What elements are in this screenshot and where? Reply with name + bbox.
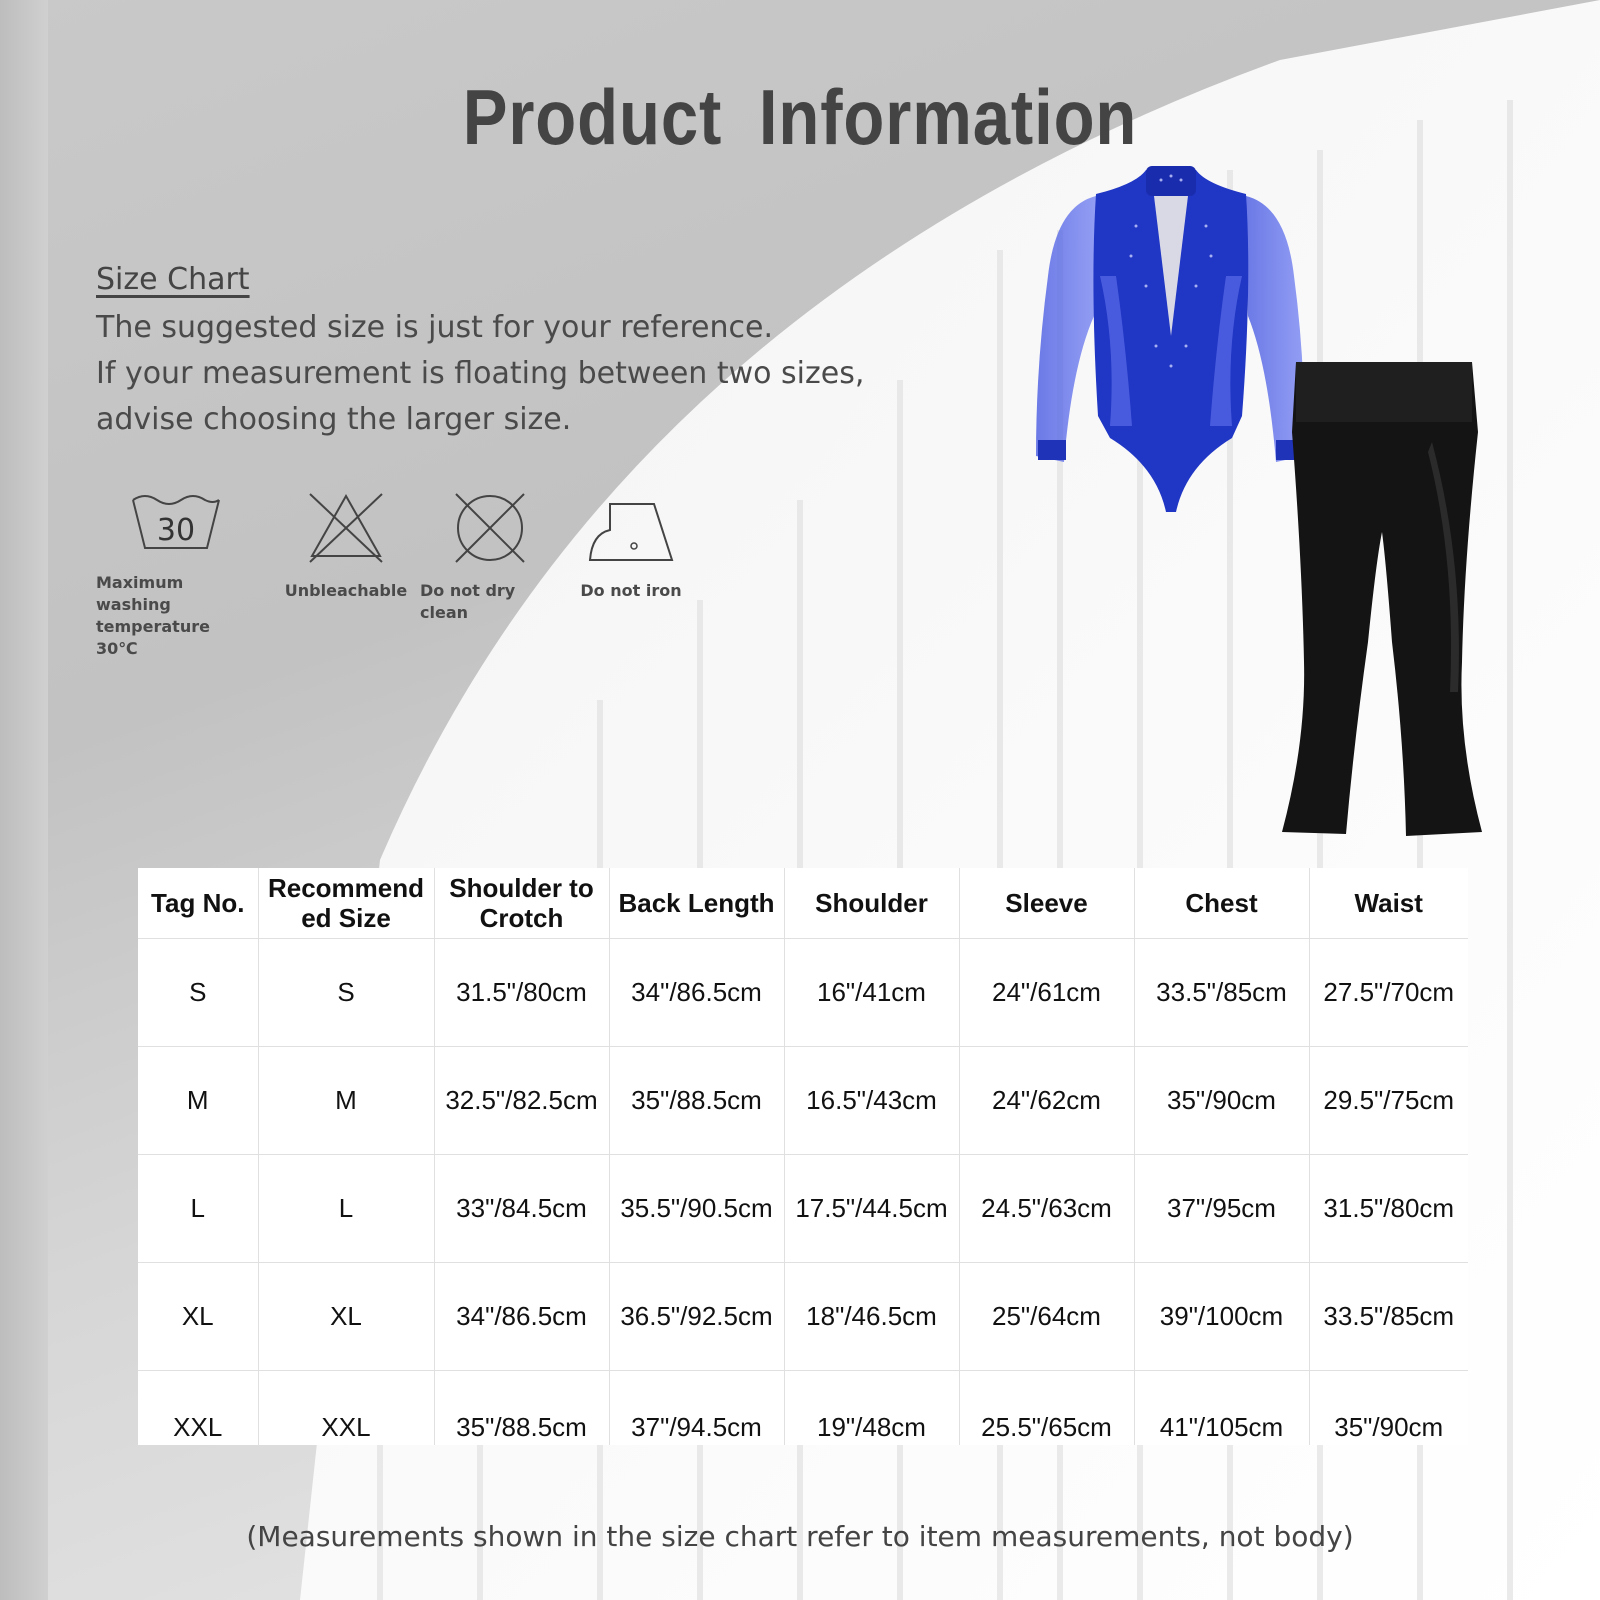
- table-cell: 36.5"/92.5cm: [609, 1263, 784, 1371]
- table-cell: 18"/46.5cm: [784, 1263, 959, 1371]
- header-sleeve: Sleeve: [959, 868, 1134, 939]
- table-cell: XL: [138, 1263, 258, 1371]
- size-note-line-3: advise choosing the larger size.: [96, 402, 572, 437]
- care-label-wash-2: temperature 30℃: [96, 617, 210, 658]
- table-cell: 33.5"/85cm: [1134, 939, 1309, 1047]
- table-cell: 33.5"/85cm: [1309, 1263, 1468, 1371]
- table-cell: 16.5"/43cm: [784, 1047, 959, 1155]
- table-cell: 37"/94.5cm: [609, 1371, 784, 1446]
- table-cell: M: [258, 1047, 434, 1155]
- table-cell: 19"/48cm: [784, 1371, 959, 1446]
- table-cell: 39"/100cm: [1134, 1263, 1309, 1371]
- wash-temp-number: 30: [156, 513, 196, 548]
- table-cell: 32.5"/82.5cm: [434, 1047, 609, 1155]
- table-cell: 35"/88.5cm: [434, 1371, 609, 1446]
- care-label-wash-1: Maximum washing: [96, 573, 184, 614]
- table-cell: S: [138, 939, 258, 1047]
- table-cell: 33"/84.5cm: [434, 1155, 609, 1263]
- table-cell: 31.5"/80cm: [434, 939, 609, 1047]
- header-back-length: Back Length: [609, 868, 784, 939]
- table-cell: 24"/61cm: [959, 939, 1134, 1047]
- header-recommended-size: Recommend ed Size: [258, 868, 434, 939]
- header-tag-no: Tag No.: [138, 868, 258, 939]
- size-table: [138, 868, 1468, 1445]
- page-title: Product Information: [462, 73, 1138, 161]
- care-label-iron: Do not iron: [580, 581, 682, 600]
- table-cell: 27.5"/70cm: [1309, 939, 1468, 1047]
- table-cell: 25.5"/65cm: [959, 1371, 1134, 1446]
- table-cell: 41"/105cm: [1134, 1371, 1309, 1446]
- table-cell: S: [258, 939, 434, 1047]
- header-shoulder-to-crotch: Shoulder to Crotch: [434, 868, 609, 939]
- table-cell: 17.5"/44.5cm: [784, 1155, 959, 1263]
- table-cell: M: [138, 1047, 258, 1155]
- table-cell: 35.5"/90.5cm: [609, 1155, 784, 1263]
- header-shoulder: Shoulder: [784, 868, 959, 939]
- table-row: [138, 1047, 1468, 1155]
- table-header-row: [138, 868, 1468, 939]
- table-row: [138, 1371, 1468, 1446]
- table-row: [138, 1263, 1468, 1371]
- table-cell: L: [258, 1155, 434, 1263]
- table-cell: 25"/64cm: [959, 1263, 1134, 1371]
- table-cell: 16"/41cm: [784, 939, 959, 1047]
- table-cell: L: [138, 1155, 258, 1263]
- table-cell: 24.5"/63cm: [959, 1155, 1134, 1263]
- table-cell: 37"/95cm: [1134, 1155, 1309, 1263]
- header-waist: Waist: [1309, 868, 1468, 939]
- care-no-bleach: [284, 490, 408, 602]
- table-cell: 35"/88.5cm: [609, 1047, 784, 1155]
- no-iron-icon: [586, 490, 676, 566]
- measurement-footnote: (Measurements shown in the size chart refer to item measurements, not body): [246, 1520, 1354, 1553]
- table-cell: XXL: [138, 1371, 258, 1446]
- care-label-bleach: Unbleachable: [284, 581, 408, 600]
- no-bleach-icon: [306, 490, 386, 566]
- table-cell: 31.5"/80cm: [1309, 1155, 1468, 1263]
- table-row: [138, 1155, 1468, 1263]
- care-label-dry-clean: Do not dry clean: [420, 581, 516, 622]
- table-cell: 29.5"/75cm: [1309, 1047, 1468, 1155]
- care-no-dry-clean: [420, 490, 560, 624]
- table-cell: 34"/86.5cm: [609, 939, 784, 1047]
- flared-pants-image: [1282, 362, 1488, 838]
- header-chest: Chest: [1134, 868, 1309, 939]
- table-cell: XXL: [258, 1371, 434, 1446]
- table-cell: 24"/62cm: [959, 1047, 1134, 1155]
- table-row: [138, 939, 1468, 1047]
- size-chart-label: Size Chart: [96, 262, 250, 297]
- size-note-line-2: If your measurement is floating between two sizes,: [96, 356, 865, 391]
- care-no-iron: [576, 490, 686, 602]
- care-wash-30: [96, 490, 256, 660]
- wash-30-icon: [129, 490, 223, 552]
- table-cell: 35"/90cm: [1334, 1412, 1444, 1442]
- table-cell: 35"/90cm: [1134, 1047, 1309, 1155]
- table-cell: XL: [258, 1263, 434, 1371]
- size-note-line-1: The suggested size is just for your reference.: [96, 310, 773, 345]
- bodysuit-image: [1036, 166, 1306, 532]
- table-cell: 34"/86.5cm: [434, 1263, 609, 1371]
- no-dry-clean-icon: [452, 490, 528, 566]
